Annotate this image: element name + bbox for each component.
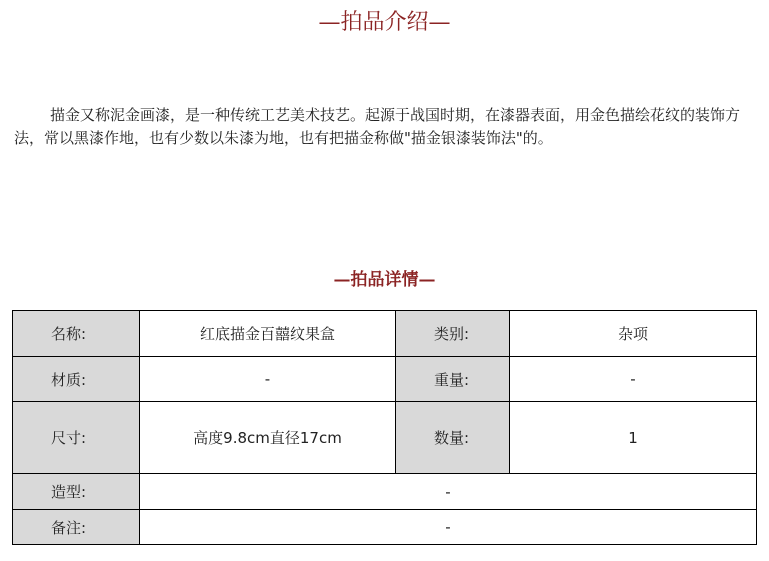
weight-label: 重量: [396, 357, 510, 402]
table-row-shape [13, 474, 757, 510]
intro-section-title: —拍品介绍— [318, 10, 451, 35]
table-row-material [13, 357, 757, 402]
shape-label: 造型: [13, 474, 140, 510]
intro-paragraph: 描金又称泥金画漆，是一种传统工艺美术技艺。起源于战国时期，在漆器表面，用金色描绘花纹的装饰方法，常以黑漆作地，也有少数以朱漆为地，也有把描金称做"描金银漆装饰法"的。 [14, 106, 741, 147]
material-value: - [140, 357, 396, 402]
quantity-label: 数量: [396, 402, 510, 474]
size-value: 高度9.8cm直径17cm [140, 402, 396, 474]
details-section-title: —拍品详情— [333, 270, 436, 290]
shape-value: - [140, 474, 757, 510]
table-row-name [13, 311, 757, 357]
size-label: 尺寸: [13, 402, 140, 474]
category-value: 杂项 [510, 311, 757, 357]
material-label: 材质: [13, 357, 140, 402]
notes-label: 备注: [13, 510, 140, 545]
details-table [12, 310, 757, 545]
table-row-notes [13, 510, 757, 545]
table-row-size [13, 402, 757, 474]
weight-value: - [510, 357, 757, 402]
quantity-value: 1 [510, 402, 757, 474]
notes-value: - [140, 510, 757, 545]
name-label: 名称: [13, 311, 140, 357]
name-value: 红底描金百囍纹果盒 [140, 311, 396, 357]
category-label: 类别: [396, 311, 510, 357]
